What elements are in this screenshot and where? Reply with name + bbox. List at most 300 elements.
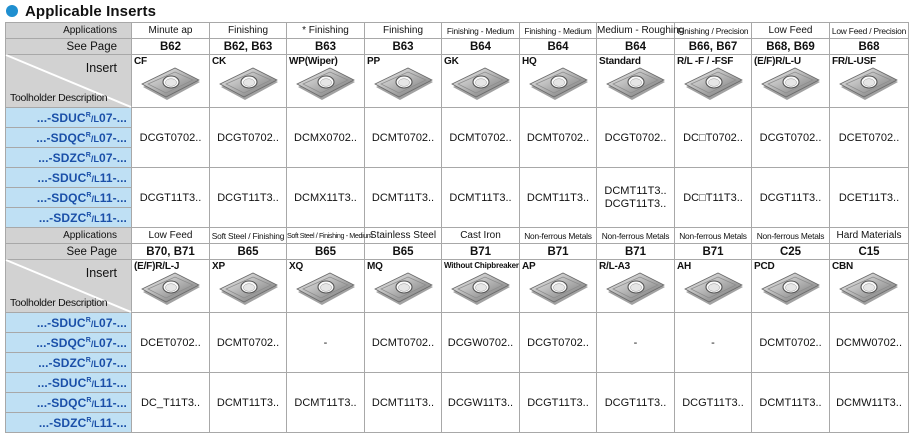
insert-designation: DCMT0702.. xyxy=(371,131,435,144)
toolholder-prefix: ...-SDQC xyxy=(36,395,87,410)
toolholder-hand-l: /L xyxy=(90,133,100,144)
application-cell xyxy=(132,228,210,244)
insert-designation: DC□T0702.. xyxy=(683,131,743,144)
see-page-text: B66, B67 xyxy=(688,40,738,53)
insert-designation-cell xyxy=(675,373,752,433)
insert-designation-cell xyxy=(675,313,752,373)
toolholder-name xyxy=(6,148,132,168)
toolholder-hand-l: /L xyxy=(90,358,100,369)
toolholder-name xyxy=(6,108,132,128)
insert-designation: DCMT11T3.. xyxy=(759,396,822,409)
application-text: Finishing xyxy=(382,25,424,36)
application-cell xyxy=(287,228,373,244)
insert-code: R/L-A3 xyxy=(599,261,631,272)
see-page-text: B65 xyxy=(392,245,414,258)
insert-designation: - xyxy=(711,336,715,349)
insert-designation: DCGT0702.. xyxy=(217,131,279,144)
insert-code: WP(Wiper) xyxy=(289,56,338,67)
see-page-label: See Page xyxy=(66,245,117,258)
rhombic-insert-icon xyxy=(373,270,435,310)
application-cell xyxy=(520,23,597,39)
see-page-cell xyxy=(365,39,442,55)
application-cell xyxy=(210,23,287,39)
toolholder-name xyxy=(6,373,132,393)
insert-designation: DCMT11T3.. xyxy=(371,191,435,204)
insert-designation-cell xyxy=(520,313,597,373)
toolholder-hand-r: R xyxy=(85,151,91,159)
insert-cell xyxy=(520,260,597,313)
application-text: Soft Steel / Finishing xyxy=(211,230,285,241)
see-page-text: C15 xyxy=(858,245,880,258)
insert-cell xyxy=(752,260,830,313)
see-page-cell xyxy=(132,244,210,260)
toolholder-hand-r: R xyxy=(86,416,92,424)
insert-cell xyxy=(830,260,909,313)
application-cell xyxy=(442,23,520,39)
insert-designation: DCGT0702.. xyxy=(759,131,822,144)
insert-designation-cell xyxy=(365,168,442,228)
insert-code: (E/F)R/L-J xyxy=(134,261,180,272)
insert-cell xyxy=(442,55,520,108)
insert-designation: DCGW11T3.. xyxy=(447,396,514,409)
insert-code: MQ xyxy=(367,261,383,272)
see-page-cell xyxy=(132,39,210,55)
see-page-text: B71 xyxy=(624,245,647,258)
insert-designation-cell xyxy=(520,168,597,228)
application-cell xyxy=(675,228,752,244)
rhombic-insert-icon xyxy=(295,270,357,310)
rhombic-insert-icon xyxy=(838,65,900,105)
see-page-cell xyxy=(210,39,287,55)
insert-designation-cell xyxy=(830,373,909,433)
insert-designation: DCMT0702.. xyxy=(759,336,822,349)
toolholder-prefix: ...-SDUC xyxy=(36,110,86,125)
toolholder-prefix: ...-SDUC xyxy=(37,375,87,390)
application-text: Finishing / Precision xyxy=(677,25,749,36)
insert-designation: DCMT0702.. xyxy=(216,336,280,349)
toolholder-hand-r: R xyxy=(86,191,92,199)
toolholder-prefix: ...-SDQC xyxy=(36,130,86,145)
toolholder-suffix: 07-... xyxy=(99,315,127,330)
see-page-text: B68 xyxy=(858,40,880,53)
toolholder-suffix: 07-... xyxy=(99,110,127,125)
toolholder-suffix: 11-... xyxy=(99,170,127,185)
application-cell xyxy=(287,23,365,39)
toolholder-name xyxy=(6,413,132,433)
insert-designation-cell xyxy=(210,373,287,433)
insert-designation: DCGT11T3.. xyxy=(604,396,667,409)
application-text: Stainless Steel xyxy=(369,230,437,241)
insert-toolholder-header xyxy=(6,55,132,108)
insert-designation: DCGT11T3.. xyxy=(527,396,589,409)
insert-code: AH xyxy=(677,261,692,272)
toolholder-hand-r: R xyxy=(86,171,92,179)
bullet-circle-icon xyxy=(6,5,18,17)
toolholder-hand-l: /L xyxy=(91,418,100,429)
see-page-cell xyxy=(830,244,909,260)
insert-cell xyxy=(752,55,830,108)
see-page-cell xyxy=(442,39,520,55)
application-text: Cast Iron xyxy=(460,230,501,241)
insert-cell xyxy=(365,260,442,313)
toolholder-suffix: 11-... xyxy=(99,375,127,390)
insert-designation: - xyxy=(323,336,328,349)
rhombic-insert-icon xyxy=(218,65,280,105)
application-text: Minute ap xyxy=(148,25,193,36)
insert-designation-cell xyxy=(442,373,520,433)
insert-cell xyxy=(365,55,442,108)
applications-row xyxy=(6,23,909,39)
rhombic-insert-icon xyxy=(838,270,900,310)
see-page-text: B64 xyxy=(469,40,492,53)
insert-code: AP xyxy=(522,261,536,272)
see-page-cell xyxy=(830,39,909,55)
insert-cell xyxy=(597,55,675,108)
rhombic-insert-icon xyxy=(528,270,590,310)
see-page-text: B63 xyxy=(314,40,337,53)
toolholder-row xyxy=(6,108,909,128)
insert-designation-cell xyxy=(520,373,597,433)
insert-designation-cell xyxy=(752,373,830,433)
toolholder-prefix: ...-SDZC xyxy=(38,355,86,370)
toolholder-suffix: 11-... xyxy=(99,415,127,430)
insert-designation-cell xyxy=(442,168,520,228)
insert-designation-cell xyxy=(210,108,287,168)
application-text: Non-ferrous Metals xyxy=(679,230,747,241)
insert-designation: DCET11T3.. xyxy=(838,191,900,204)
applicable-inserts-table xyxy=(5,22,909,433)
toolholder-name xyxy=(6,353,132,373)
rhombic-insert-icon xyxy=(295,65,357,105)
toolholder-name xyxy=(6,313,132,333)
rhombic-insert-icon xyxy=(683,65,745,105)
insert-cell xyxy=(675,55,752,108)
toolholder-prefix: ...-SDZC xyxy=(38,210,87,225)
insert-designation: DCMT11T3.. xyxy=(526,191,590,204)
insert-designation: DCMT0702.. xyxy=(526,131,590,144)
see-page-text: C25 xyxy=(779,245,802,258)
toolholder-hand-r: R xyxy=(85,131,91,139)
see-page-cell xyxy=(597,244,675,260)
application-text: Finishing - Medium xyxy=(524,25,592,36)
application-text: Low Feed xyxy=(148,230,193,241)
insert-designation: DCMT11T3.. xyxy=(216,396,280,409)
toolholder-row xyxy=(6,373,909,393)
insert-designation-cell xyxy=(752,108,830,168)
toolholder-hand-r: R xyxy=(86,396,92,404)
rhombic-insert-icon xyxy=(450,65,512,105)
toolholder-hand-r: R xyxy=(85,111,91,119)
toolholder-prefix: ...-SDUC xyxy=(37,170,87,185)
insert-designation: DCMT11T3.. xyxy=(371,396,435,409)
insert-label: Insert xyxy=(85,61,117,75)
see-page-cell xyxy=(287,39,365,55)
see-page-row xyxy=(6,39,909,55)
insert-designation: DCMT11T3.. DCGT11T3.. xyxy=(604,184,667,210)
insert-designation: DC□T11T3.. xyxy=(683,191,743,204)
toolholder-prefix: ...-SDUC xyxy=(36,315,86,330)
toolholder-suffix: 11-... xyxy=(99,210,127,225)
application-text: Soft Steel / Finishing - Medium xyxy=(287,231,373,240)
toolholder-hand-l: /L xyxy=(90,318,100,329)
insert-designation: DCGT0702.. xyxy=(139,131,202,144)
see-page-text: B65 xyxy=(314,245,337,258)
application-cell xyxy=(365,228,442,244)
toolholder-suffix: 11-... xyxy=(99,395,127,410)
insert-designation: DCMT0702.. xyxy=(371,336,435,349)
insert-code: GK xyxy=(444,56,459,67)
insert-cell xyxy=(132,260,210,313)
insert-code: XP xyxy=(212,261,225,272)
application-text: Low Feed / Precision xyxy=(831,25,907,36)
application-cell xyxy=(830,23,909,39)
see-page-cell xyxy=(520,39,597,55)
see-page-text: B71 xyxy=(469,245,492,258)
application-text: * Finishing xyxy=(302,25,349,36)
insert-designation: DCMW11T3.. xyxy=(836,396,902,409)
insert-designation-cell xyxy=(365,108,442,168)
insert-designation-cell xyxy=(365,313,442,373)
insert-designation: DCET0702.. xyxy=(140,336,201,349)
insert-label: Insert xyxy=(85,266,117,280)
insert-code: Standard xyxy=(599,56,641,67)
toolholder-hand-r: R xyxy=(85,336,91,344)
insert-designation: DCMW0702.. xyxy=(835,336,903,349)
insert-designation-cell xyxy=(287,313,365,373)
toolholder-hand-r: R xyxy=(86,376,92,384)
insert-code: R/L -F / -FSF xyxy=(677,56,734,67)
insert-code: Without Chipbreaker xyxy=(444,261,519,270)
toolholder-suffix: 07-... xyxy=(99,335,127,350)
insert-designation: DCMT11T3.. xyxy=(449,191,512,204)
insert-designation: DCGW0702.. xyxy=(447,336,514,349)
insert-cell xyxy=(597,260,675,313)
see-page-row xyxy=(6,244,909,260)
rhombic-insert-icon xyxy=(605,270,667,310)
insert-designation-cell xyxy=(442,108,520,168)
insert-designation-cell xyxy=(520,108,597,168)
insert-cell xyxy=(210,55,287,108)
insert-designation-cell xyxy=(132,313,210,373)
toolholder-name xyxy=(6,333,132,353)
insert-designation: DCGT0702.. xyxy=(527,336,589,349)
insert-designation-cell xyxy=(675,108,752,168)
toolholder-description-label: Toolholder Description xyxy=(10,297,108,309)
see-page-text: B70, B71 xyxy=(146,245,195,258)
toolholder-hand-l: /L xyxy=(91,173,100,184)
toolholder-hand-l: /L xyxy=(91,398,100,409)
insert-cell xyxy=(675,260,752,313)
insert-designation: DCGT11T3.. xyxy=(139,191,202,204)
insert-cell xyxy=(210,260,287,313)
insert-designation: - xyxy=(633,336,638,349)
insert-cell xyxy=(830,55,909,108)
toolholder-hand-r: R xyxy=(86,211,92,219)
application-cell xyxy=(675,23,752,39)
application-cell xyxy=(597,23,685,39)
insert-designation-cell xyxy=(132,373,210,433)
toolholder-hand-l: /L xyxy=(91,213,100,224)
application-text: Finishing - Medium xyxy=(446,25,515,36)
toolholder-name xyxy=(6,128,132,148)
rhombic-insert-icon xyxy=(528,65,590,105)
insert-designation-cell xyxy=(752,313,830,373)
applications-label: Applications xyxy=(63,230,117,241)
insert-code: CBN xyxy=(832,261,854,272)
rhombic-insert-icon xyxy=(450,270,512,310)
toolholder-suffix: 07-... xyxy=(99,130,127,145)
application-cell xyxy=(132,23,210,39)
insert-designation-cell xyxy=(597,313,675,373)
see-page-text: B71 xyxy=(547,245,569,258)
insert-designation-cell xyxy=(830,168,909,228)
see-page-header xyxy=(6,39,132,55)
insert-row xyxy=(6,55,909,108)
see-page-cell xyxy=(365,244,442,260)
insert-designation: DCMX11T3.. xyxy=(294,191,357,204)
rhombic-insert-icon xyxy=(760,65,822,105)
application-text: Finishing xyxy=(227,25,269,36)
see-page-cell xyxy=(597,39,675,55)
insert-toolholder-header xyxy=(6,260,132,313)
see-page-text: B64 xyxy=(624,40,647,53)
insert-designation-cell xyxy=(210,313,287,373)
application-text: Low Feed xyxy=(768,25,813,36)
insert-designation-cell xyxy=(597,373,675,433)
rhombic-insert-icon xyxy=(373,65,435,105)
application-cell xyxy=(365,23,442,39)
applications-header xyxy=(6,228,132,244)
toolholder-prefix: ...-SDZC xyxy=(38,415,87,430)
see-page-cell xyxy=(752,244,830,260)
see-page-text: B71 xyxy=(702,245,724,258)
toolholder-suffix: 07-... xyxy=(99,150,127,165)
application-text: Non-ferrous Metals xyxy=(524,230,592,241)
see-page-cell xyxy=(752,39,830,55)
insert-designation-cell xyxy=(442,313,520,373)
rhombic-insert-icon xyxy=(683,270,745,310)
insert-code: PCD xyxy=(754,261,775,272)
insert-designation-cell xyxy=(365,373,442,433)
insert-code: PP xyxy=(367,56,380,67)
toolholder-hand-l: /L xyxy=(90,113,100,124)
insert-code: CK xyxy=(212,56,227,67)
insert-row xyxy=(6,260,909,313)
insert-code: (E/F)R/L-U xyxy=(754,56,801,67)
toolholder-suffix: 11-... xyxy=(99,190,127,205)
insert-cell xyxy=(287,55,365,108)
see-page-text: B68, B69 xyxy=(766,40,815,53)
section-title: Applicable Inserts xyxy=(25,2,157,20)
toolholder-description-label: Toolholder Description xyxy=(10,92,108,104)
toolholder-row xyxy=(6,168,909,188)
insert-designation: DCGT11T3.. xyxy=(759,191,822,204)
insert-cell xyxy=(132,55,210,108)
see-page-text: B62, B63 xyxy=(223,40,273,53)
toolholder-hand-l: /L xyxy=(91,193,100,204)
application-text: Non-ferrous Metals xyxy=(601,230,670,241)
application-text: Hard Materials xyxy=(836,230,902,241)
applications-header xyxy=(6,23,132,39)
see-page-cell xyxy=(210,244,287,260)
insert-code: FR/L-USF xyxy=(832,56,876,67)
insert-designation-cell xyxy=(287,108,365,168)
toolholder-hand-l: /L xyxy=(90,338,100,349)
see-page-text: B63 xyxy=(392,40,414,53)
insert-code: XQ xyxy=(289,261,304,272)
see-page-header xyxy=(6,244,132,260)
see-page-label: See Page xyxy=(66,40,117,53)
insert-cell xyxy=(287,260,365,313)
insert-cell xyxy=(520,55,597,108)
toolholder-prefix: ...-SDQC xyxy=(36,190,87,205)
toolholder-name xyxy=(6,188,132,208)
application-cell xyxy=(752,23,830,39)
application-cell xyxy=(597,228,675,244)
insert-designation-cell xyxy=(675,168,752,228)
insert-designation: DCGT11T3.. xyxy=(217,191,279,204)
insert-designation-cell xyxy=(597,168,675,228)
toolholder-name xyxy=(6,168,132,188)
application-text: Non-ferrous Metals xyxy=(756,230,825,241)
insert-designation: DCMT11T3.. xyxy=(294,396,357,409)
insert-designation: DCGT11T3.. xyxy=(682,396,744,409)
application-cell xyxy=(442,228,520,244)
applications-row xyxy=(6,228,909,244)
see-page-cell xyxy=(520,244,597,260)
toolholder-name xyxy=(6,393,132,413)
toolholder-hand-r: R xyxy=(85,356,91,364)
insert-designation: DCGT0702.. xyxy=(604,131,667,144)
insert-designation-cell xyxy=(287,168,365,228)
see-page-cell xyxy=(287,244,365,260)
insert-designation-cell xyxy=(132,168,210,228)
rhombic-insert-icon xyxy=(140,65,202,105)
rhombic-insert-icon xyxy=(605,65,667,105)
application-text: Medium - Roughing xyxy=(597,25,685,36)
section-header xyxy=(6,3,156,19)
insert-designation: DCET0702.. xyxy=(838,131,900,144)
rhombic-insert-icon xyxy=(218,270,280,310)
application-cell xyxy=(752,228,830,244)
see-page-text: B64 xyxy=(547,40,569,53)
insert-designation-cell xyxy=(597,108,675,168)
insert-cell xyxy=(442,260,520,313)
toolholder-name xyxy=(6,208,132,228)
see-page-cell xyxy=(442,244,520,260)
applications-label: Applications xyxy=(63,25,117,36)
insert-designation-cell xyxy=(752,168,830,228)
toolholder-suffix: 07-... xyxy=(99,355,127,370)
toolholder-hand-l: /L xyxy=(90,153,100,164)
insert-designation-cell xyxy=(830,313,909,373)
insert-designation: DC_T11T3.. xyxy=(140,396,201,409)
see-page-cell xyxy=(675,244,752,260)
insert-designation-cell xyxy=(210,168,287,228)
application-cell xyxy=(830,228,909,244)
insert-designation-cell xyxy=(287,373,365,433)
toolholder-prefix: ...-SDQC xyxy=(36,335,86,350)
insert-designation-cell xyxy=(830,108,909,168)
rhombic-insert-icon xyxy=(140,270,202,310)
toolholder-prefix: ...-SDZC xyxy=(38,150,86,165)
insert-code: CF xyxy=(134,56,147,67)
insert-code: HQ xyxy=(522,56,537,67)
rhombic-insert-icon xyxy=(760,270,822,310)
toolholder-row xyxy=(6,313,909,333)
application-cell xyxy=(210,228,287,244)
toolholder-hand-r: R xyxy=(85,316,91,324)
